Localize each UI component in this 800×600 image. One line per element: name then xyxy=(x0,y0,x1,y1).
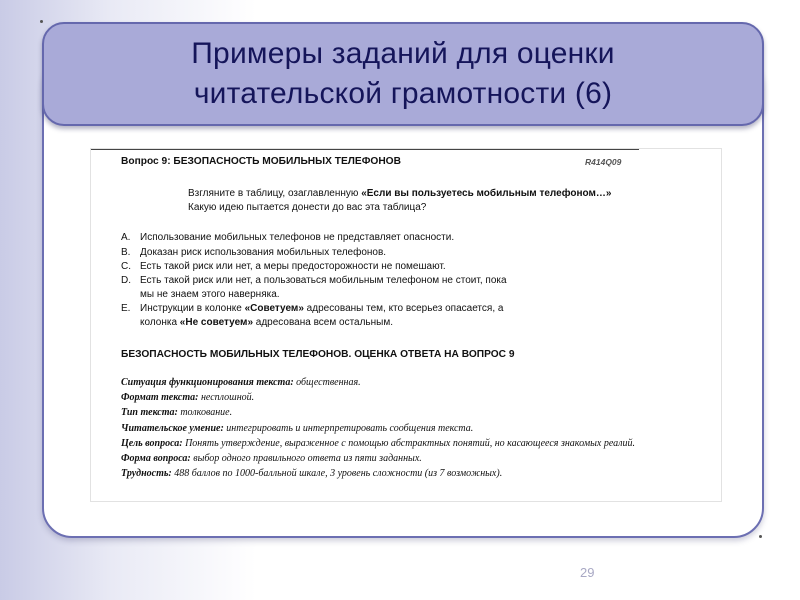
option-text: Доказан риск использования мобильных телефонов. xyxy=(140,247,387,258)
option-letter: D. xyxy=(121,275,131,286)
meta-value: общественная. xyxy=(293,377,361,388)
scoring-details xyxy=(121,375,641,481)
meta-row xyxy=(121,436,641,451)
title-banner xyxy=(42,22,764,126)
option-text: Инструкции в колонке xyxy=(140,303,245,314)
intro-bold: «Если вы пользуетесь мобильным телефоном…» xyxy=(361,188,612,199)
option-text-continued xyxy=(121,316,641,330)
decorative-dot xyxy=(40,20,43,23)
option-e xyxy=(121,302,641,330)
option-text: колонка xyxy=(140,317,180,328)
meta-value: интегрировать и интерпретировать сообщения текста. xyxy=(223,422,474,434)
meta-value: 488 баллов по 1000-балльной шкале, 3 уровень сложности (из 7 возможных). xyxy=(171,468,503,480)
option-text: адресована всем остальным. xyxy=(253,317,394,328)
meta-label: Формат текста: xyxy=(121,392,199,404)
option-text: Есть такой риск или нет, а пользоваться мобильным телефоном не стоит, пока xyxy=(140,275,507,286)
option-letter: C. xyxy=(121,261,131,272)
question-heading: Вопрос 9: БЕЗОПАСНОСТЬ МОБИЛЬНЫХ ТЕЛЕФОНОВ xyxy=(121,156,401,167)
meta-label: Трудность: xyxy=(121,468,172,480)
option-letter: B. xyxy=(121,247,131,258)
intro-text: Взгляните в таблицу, озаглавленную xyxy=(188,188,362,199)
option-letter: E. xyxy=(121,303,131,314)
slide-title-line1: Примеры заданий для оценки xyxy=(191,37,615,70)
question-intro xyxy=(121,187,641,215)
meta-row xyxy=(121,421,641,436)
meta-value: толкование. xyxy=(177,407,233,419)
option-letter: A. xyxy=(121,232,131,243)
meta-label: Тип текста: xyxy=(121,407,178,419)
meta-row xyxy=(121,405,641,420)
option-b xyxy=(121,246,641,260)
page-number: 29 xyxy=(580,565,595,580)
meta-value: Понять утверждение, выраженное с помощью абстрактных понятий, но касающееся знакомых реалий. xyxy=(182,437,635,449)
meta-label: Цель вопроса: xyxy=(121,437,183,449)
scanned-document xyxy=(90,148,722,502)
top-rule xyxy=(91,149,639,150)
question-text: Какую идею пытается донести до вас эта таблица? xyxy=(188,202,427,213)
meta-value: выбор одного правильного ответа из пяти заданных. xyxy=(190,453,422,465)
option-a xyxy=(121,231,641,245)
meta-label: Форма вопроса: xyxy=(121,453,191,465)
option-text: адресованы тем, кто всерьез опасается, а xyxy=(303,303,504,314)
option-bold: «Советуем» xyxy=(244,303,304,314)
slide-title-line2: читательской грамотности (6) xyxy=(193,77,613,110)
option-text: Использование мобильных телефонов не представляет опасности. xyxy=(140,232,455,243)
option-text: Есть такой риск или нет, а меры предосторожности не помешают. xyxy=(140,261,446,272)
meta-row xyxy=(121,390,641,405)
option-c xyxy=(121,260,641,274)
option-text-continued: мы не знаем этого наверняка. xyxy=(140,289,280,300)
meta-row xyxy=(121,466,641,481)
scoring-heading: БЕЗОПАСНОСТЬ МОБИЛЬНЫХ ТЕЛЕФОНОВ. ОЦЕНКА ОТВЕТА НА ВОПРОС 9 xyxy=(121,349,515,360)
slide-title xyxy=(191,34,614,114)
meta-label: Читательское умение: xyxy=(121,422,224,434)
question-code: R414Q09 xyxy=(585,157,622,167)
decorative-dot xyxy=(759,535,762,538)
meta-row xyxy=(121,375,641,390)
option-d xyxy=(121,274,641,302)
meta-row xyxy=(121,451,641,466)
meta-label: Ситуация функционирования текста: xyxy=(121,377,294,388)
meta-value: несплошной. xyxy=(198,392,255,404)
option-bold: «Не советуем» xyxy=(179,317,253,328)
